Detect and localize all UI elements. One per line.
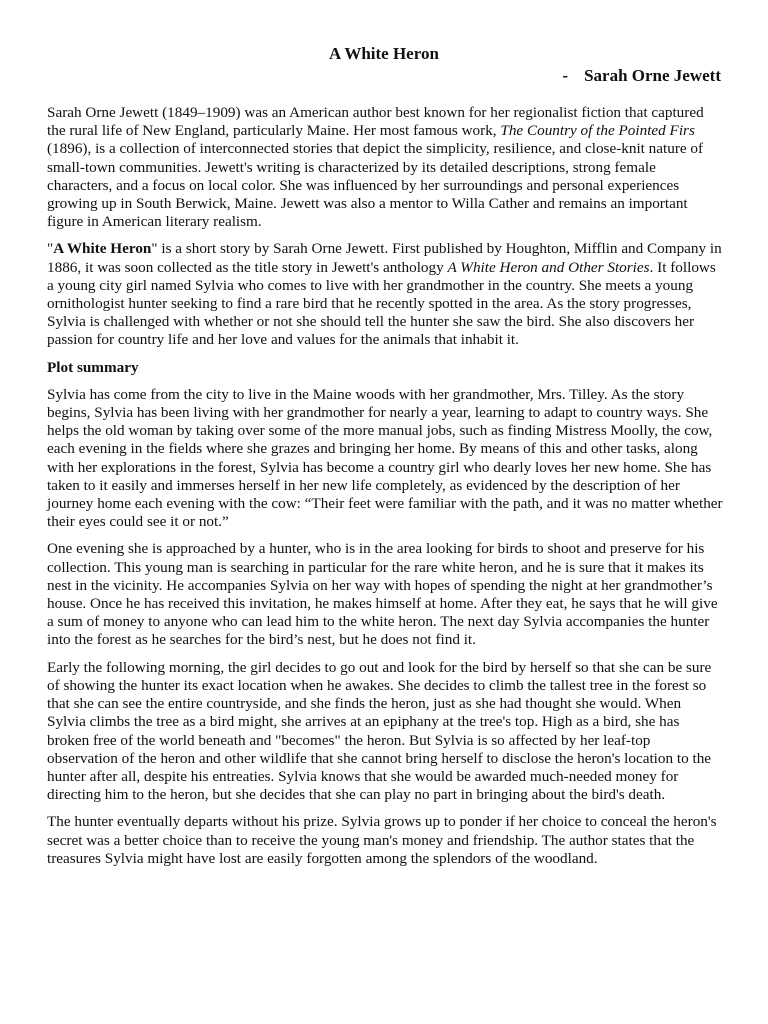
paragraph-plot-2: One evening she is approached by a hunter, who is in the area looking for birds to shoot and preserve for his collection. This young man is searching in particular for the rare white heron, and he is sure that it makes its nest in the vicinity. He accompanies Sylvia on her way with hopes of spending the night at her grandmother’s house. Once he has received this invitation, he makes himself at home. After they eat, he says that he will give a sum of money to anyone who can lead him to the white heron. The next day Sylvia accompanies the hunter into the forest as he searches for the bird’s nest, but he does not find it. [47, 540, 718, 649]
author-name: Sarah Orne Jewett [584, 66, 721, 85]
paragraph-text: Sarah Orne Jewett (1849–1909) was an American author best known for her regionalist fiction that captured the rural life of New England, particularly Maine. Her most famous work, [47, 104, 704, 140]
author-dash: - [562, 66, 569, 85]
document-title: A White Heron [329, 44, 439, 63]
paragraph-plot-3: Early the following morning, the girl decides to go out and look for the bird by herself so that she can be sure of showing the hunter its exact location when he awakes. She decides to climb the tallest tree in the forest so that she can see the entire countryside, and she finds the heron, just as she had thought she would. When Sylvia climbs the tree as a bird might, she arrives at an epiphany at the tree's top. High as a bird, she has broken free of the world beneath and "becomes" the heron. But Sylvia is so affected by her leaf-top observation of the heron and other wildlife that she cannot bring herself to disclose the heron's location to the hunter after all, despite his entreaties. Sylvia knows that she would be awarded much-needed money for directing him to the heron, but she decides that she can play no part in bringing about the bird's death. [47, 658, 712, 804]
section-heading: Plot summary [47, 358, 139, 376]
paragraph-plot-1: Sylvia has come from the city to live in the Maine woods with her grandmother, Mrs. Tilley. As the story begins, Sylvia has been living with her grandmother for nearly a year, learning to adapt to country ways. She helps the old woman by taking over some of the more manual jobs, such as finding Mistress Moolly, the cow, each evening in the fields where she grazes and bringing her home. By means of this and other tasks, along with her explorations in the forest, Sylvia has become a country girl who dearly loves her new home. She has taken to it easily and immerses herself in her new life completely, as evidenced by the description of her journey home each evening with the cow: “Their feet were familiar with the path, and it was no matter whether their eyes could see it or not.” [47, 385, 723, 531]
anthology-title-italic: A White Heron and Other Stories [447, 258, 650, 276]
book-title-italic: The Country of the Pointed Firs [500, 122, 695, 140]
paragraph-text: " is a short story by Sarah Orne Jewett. First published by Houghton, Mifflin and Company in 1886, it was soon collected as the title story in Jewett's anthology [47, 240, 722, 276]
paragraph-text: (1896), is a collection of interconnected stories that depict the simplicity, resilience, and close-knit nature of small-town communities. Jewett's writing is characterized by its detailed descriptions, strong female characters, and a focus on local color. She was influenced by her surroundings and personal experiences growing up in South Berwick, Maine. Jewett was also a mentor to Willa Cather and remains an important figure in American literary realism. [47, 140, 704, 231]
paragraph-text: . It follows a young city girl named Sylvia who comes to live with her grandmother in the country. She meets a young ornithologist hunter seeking to find a rare bird that he recently spotted in the area. As the story progresses, Sylvia is challenged with whether or not she should tell the hunter she saw the bird. She also discovers her passion for country life and her love and values for the animals that inhabit it. [47, 258, 716, 349]
paragraph-story-intro [47, 240, 723, 349]
author-line [562, 66, 721, 86]
paragraph-plot-4: The hunter eventually departs without his prize. Sylvia grows up to ponder if her choice to conceal the heron's secret was a better choice than to receive the young man's money and friendship. The author states that the treasures Sylvia might have lost are easily forgotten among the splendors of the woodland. [47, 813, 717, 867]
paragraph-author-bio [47, 104, 723, 231]
story-title-bold: A White Heron [53, 240, 152, 258]
document-body [47, 104, 723, 877]
quote-mark: " [47, 240, 54, 258]
